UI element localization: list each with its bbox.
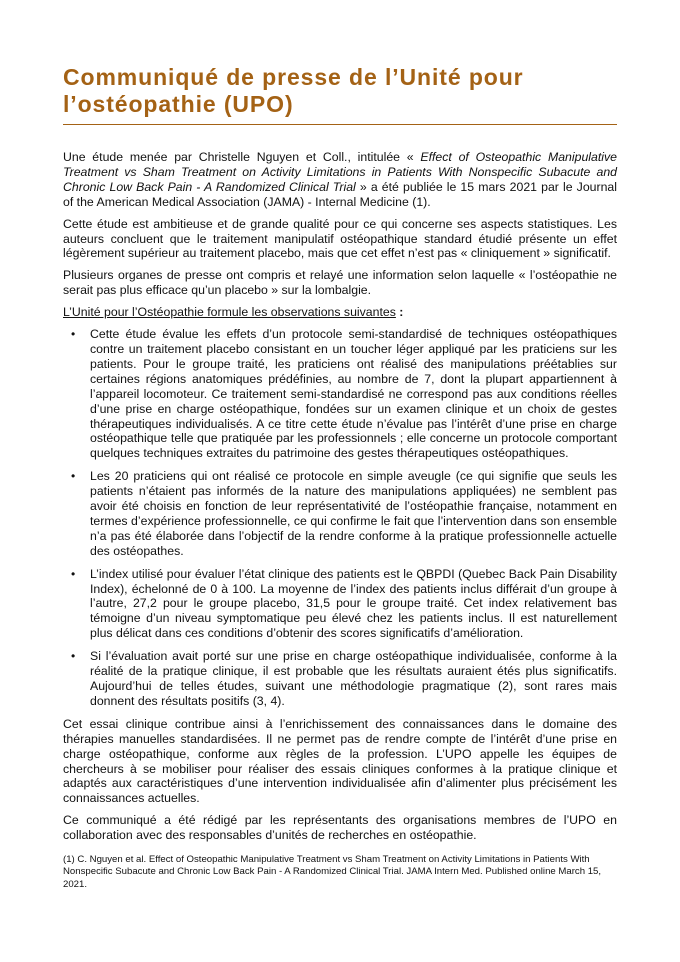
footnote: (1) C. Nguyen et al. Effect of Osteopathic Manipulative Treatment vs Sham Treatment on Activity Limitations in Patients With Nonspecific Subacute and Chronic Low Back Pain - A Randomized Clinical Trial. JAMA Intern Med. Published online March 15, 2021. xyxy=(63,854,602,890)
list-item xyxy=(63,469,617,558)
bullet-icon: • xyxy=(71,566,76,581)
title-divider xyxy=(63,124,617,125)
intro-after: » a été publiée le 15 mars 2021 par le Journal of the American Medical Association (JAMA) - Internal Medicine (1). xyxy=(63,179,618,209)
bullet-icon: • xyxy=(71,649,76,664)
observations-lead-suffix: : xyxy=(395,305,404,320)
list-item-text: Les 20 praticiens qui ont réalisé ce protocole en simple aveugle (ce qui signifie que seuls les patients n’étaient pas informés de la nature des manipulations appliquées) ne semblent pas avoir été choisis en fonction de leur représentativité de l’ostéopathie française, notamment en termes d’expérience professionnelle, ce qui confirme le fait que l’intervention dans son ensemble n’a pas été élaborée dans l’objectif de la rendre conforme à la pratique professionnelle actuelle des ostéopathes. xyxy=(90,469,617,558)
list-item-text: Cette étude évalue les effets d’un protocole semi-standardisé de techniques ostéopathiques contre un traitement placebo consistant en un toucher léger appliqué par les praticiens sur les patients. Pour le groupe traité, les praticiens ont réalisé des manipulations préétablies sur certaines régions anatomiques prédéfinies, au nombre de 7, dont la plupart appartiennent à l’appareil locomoteur. Ce traitement semi-standardisé ne correspond pas aux conditions réelles d’une prise en charge ostéopathique, fondées sur un examen clinique et un choix de gestes thérapeutiques individualisés. A ce titre cette étude n’évalue pas l’intérêt d’une prise en charge ostéopathique telle que pratiquée par les professionnels ; elle concerne un protocole comportant quelques techniques extraites du patrimoine des gestes thérapeutiques ostéopathiques. xyxy=(90,327,617,461)
list-item xyxy=(63,327,617,461)
study-title: Effect of Osteopathic Manipulative Treatment vs Sham Treatment on Activity Limitations in Patients With Nonspecific Subacute and Chronic Low Back Pain - A Randomized Clinical Trial xyxy=(63,150,617,194)
observations-lead xyxy=(63,305,617,320)
bullet-icon: • xyxy=(71,327,76,342)
observations-list xyxy=(63,327,617,709)
list-item xyxy=(63,649,617,709)
press-release-body xyxy=(63,150,617,850)
intro-before: Une étude menée par Christelle Nguyen et Coll., intitulée « xyxy=(63,150,421,164)
paragraph-contribution: Cet essai clinique contribue ainsi à l’enrichissement des connaissances dans le domaine des thérapies manuelles standardisées. Il ne permet pas de rendre compte de l’intérêt d’une prise en charge ostéopathique, conforme aux règles de la profession. L’UPO appelle les équipes de chercheurs à se mobiliser pour réaliser des essais cliniques conformes à la pratique clinique et adaptés aux caractéristiques d’une intervention individualisée afin d’alimenter plus précisément les connaissances actuelles. xyxy=(63,716,617,806)
page-title: Communiqué de presse de l’Unité pour l’ostéopathie (UPO) xyxy=(63,64,524,117)
paragraph-authors: Ce communiqué a été rédigé par les représentants des organisations membres de l’UPO en collaboration avec des responsables d’unités de recherches en ostéopathie. xyxy=(63,813,617,843)
list-item-text: Si l’évaluation avait porté sur une prise en charge ostéopathique individualisée, conforme à la réalité de la pratique clinique, il est probable que les résultats auraient étés plus significatifs. Aujourd’hui de telles études, suivant une méthodologie pragmatique (2), sont rares mais donnent des résultats positifs (3, 4). xyxy=(90,649,617,708)
paragraph-conclusion: Cette étude est ambitieuse et de grande qualité pour ce qui concerne ses aspects statistiques. Les auteurs concluent que le traitement manipulatif ostéopathique standard étudié présente un effet légèrement supérieur au traitement placebo, mais que cet effet n’est pas « cliniquement » significatif. xyxy=(63,216,617,261)
bullet-icon: • xyxy=(71,469,76,484)
intro-paragraph xyxy=(63,150,617,210)
list-item-text: L’index utilisé pour évaluer l’état clinique des patients est le QBPDI (Quebec Back Pain Disability Index), échelonné de 0 à 100. La moyenne de l’index des patients inclus différait d’un groupe à l’autre, 27,2 pour le groupe placebo, 31,5 pour le groupe traité. Cet index relativement bas témoigne d’un niveau symptomatique peu élevé chez les patients inclus. Il est naturellement plus délicat dans ces conditions d’obtenir des scores significatifs d’amélioration. xyxy=(90,566,617,641)
list-item xyxy=(63,567,617,642)
paragraph-press: Plusieurs organes de presse ont compris et relayé une information selon laquelle « l’ostéopathie ne serait pas plus efficace qu’un placebo » sur la lombalgie. xyxy=(63,268,617,298)
observations-lead-text: L’Unité pour l’Ostéopathie formule les observations suivantes xyxy=(63,305,396,320)
